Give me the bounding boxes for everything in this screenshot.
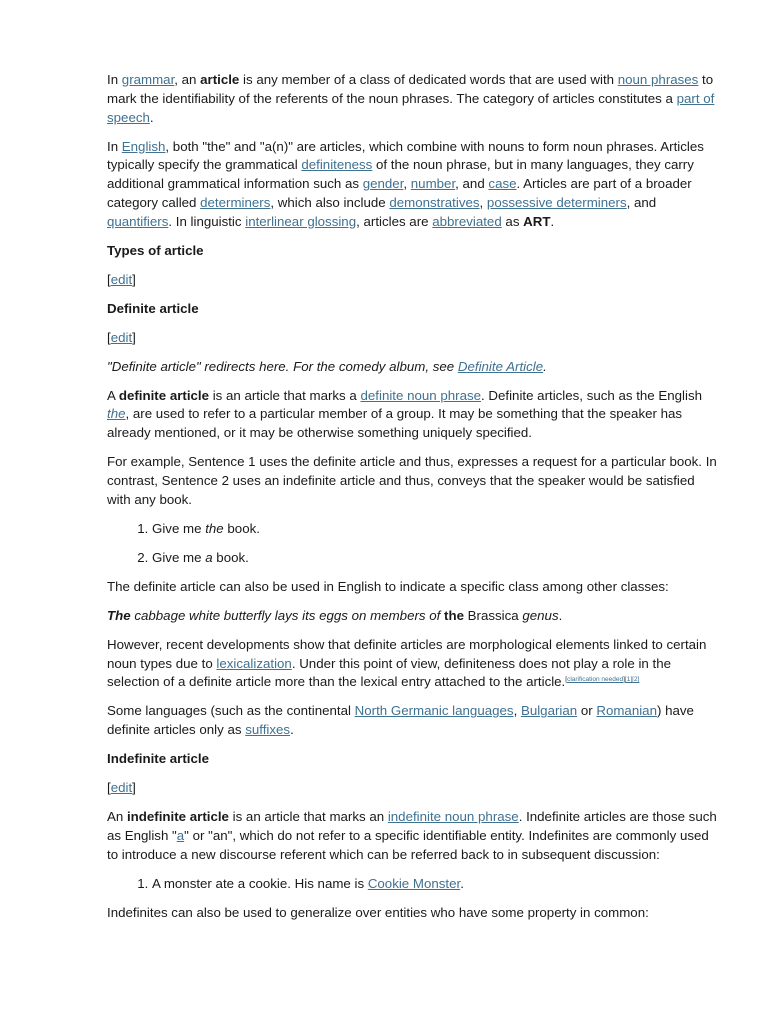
reference-link-1[interactable]: [1] [624, 676, 633, 684]
text: . [460, 875, 464, 891]
link-north-germanic-languages[interactable]: North Germanic languages [354, 703, 514, 719]
edit-link[interactable]: edit [110, 271, 133, 287]
text: However, recent developments show that definite articles are morphological elements linked to certain noun types due to [107, 636, 707, 671]
text: In [107, 72, 122, 87]
link-definite-article-album[interactable]: Definite Article [457, 358, 544, 374]
bold-article: article [200, 72, 240, 87]
link-possessive-determiners[interactable]: possessive determiners [486, 194, 627, 210]
link-determiners[interactable]: determiners [200, 194, 271, 210]
text: , which also include [270, 194, 390, 210]
text: , [479, 194, 487, 210]
definite-article-paragraph [107, 387, 719, 443]
bold-the: the [444, 607, 464, 623]
text: Some languages (such as the continental [107, 703, 355, 719]
heading-indefinite-article: Indefinite article [107, 751, 209, 767]
edit-link[interactable]: edit [110, 780, 133, 796]
article-body [107, 71, 719, 933]
link-definite-noun-phrase[interactable]: definite noun phrase [360, 387, 482, 403]
emphasis: a [205, 549, 213, 565]
text: , are used to refer to a particular member of a group. It may be something that the speaker has already mentioned, or it may be otherwise something uniquely specified. [107, 406, 683, 441]
text: " or "an", which do not refer to a specific identifiable entity. Indefinites are commonly used to introduce a new discourse referent which can be referred back to in subsequent discussion: [107, 827, 709, 862]
link-cookie-monster[interactable]: Cookie Monster [367, 875, 461, 891]
heading-definite-article: Definite article [107, 300, 199, 316]
text: . Definite articles, such as the English [481, 387, 702, 403]
text: is an article that marks an [228, 809, 388, 825]
text: . Articles are part of a broader category called [107, 176, 692, 210]
italic-genus: genus [522, 607, 559, 623]
text: A [107, 387, 119, 403]
english-paragraph [107, 138, 719, 232]
example-paragraph: For example, Sentence 1 uses the definite article and thus, expresses a request for a particular book. In contrast, Sentence 2 uses an indefinite article and thus, conveys that the speaker would be satisfied with any book. [107, 454, 717, 507]
link-gender[interactable]: gender [362, 176, 404, 192]
text: In [107, 138, 122, 154]
edit-section-indefinite [107, 779, 719, 798]
link-abbreviated[interactable]: abbreviated [432, 213, 502, 229]
bracket: [ [565, 676, 568, 684]
generalize-paragraph: Indefinites can also be used to generalize over entities who have some property in common: [107, 904, 649, 920]
bracket: [ [107, 329, 111, 345]
hatnote [107, 358, 719, 377]
intro-paragraph [107, 71, 719, 127]
list-item [152, 520, 719, 539]
link-bulgarian[interactable]: Bulgarian [520, 703, 578, 719]
emphasis: the [205, 520, 224, 536]
text: "Definite article" redirects here. For the comedy album, see [107, 358, 458, 374]
bold-indefinite-article: indefinite article [126, 809, 229, 825]
link-interlinear-glossing[interactable]: interlinear glossing [245, 213, 357, 229]
text: , [403, 176, 411, 192]
link-a[interactable]: a [176, 827, 185, 843]
text: . Under this point of view, definiteness does not play a role in the selection of a definite article more than the lexical entry attached to the article. [107, 655, 672, 690]
edit-section-types [107, 271, 719, 290]
link-case[interactable]: case [488, 176, 517, 192]
edit-section-definite [107, 329, 719, 348]
indefinite-article-paragraph [107, 808, 719, 864]
link-lexicalization[interactable]: lexicalization [216, 655, 292, 671]
text: Give me [152, 520, 206, 536]
link-demonstratives[interactable]: demonstratives [389, 194, 480, 210]
link-noun-phrases[interactable]: noun phrases [617, 72, 699, 87]
text: An [107, 809, 127, 825]
link-romanian[interactable]: Romanian [596, 703, 657, 719]
italic-text: cabbage white butterfly lays its eggs on members of [130, 607, 445, 623]
bracket: ] [623, 676, 625, 684]
text: , an [174, 72, 201, 87]
bracket: [ [107, 780, 111, 796]
text: . [149, 109, 154, 125]
bracket: ] [132, 271, 136, 287]
text: to mark the identifiability of the referents of the noun phrases. The category of articles constitutes a [107, 72, 714, 106]
indefinite-example-list [107, 875, 719, 894]
class-paragraph: The definite article can also be used in English to indicate a specific class among other classes: [107, 578, 669, 594]
text: or [577, 703, 597, 719]
bold-definite-article: definite article [118, 387, 209, 403]
bold-italic-the: The [107, 607, 131, 623]
link-quantifiers[interactable]: quantifiers [107, 213, 169, 229]
link-definiteness[interactable]: definiteness [301, 157, 373, 173]
reference-link-2[interactable]: [2] [632, 676, 640, 684]
text: book. [223, 520, 260, 536]
clarification-needed-link[interactable]: clarification needed [567, 676, 624, 684]
text: . [550, 213, 555, 229]
text: . [558, 607, 563, 623]
text: . [543, 358, 547, 374]
suffix-languages-paragraph [107, 702, 719, 740]
link-indefinite-noun-phrase[interactable]: indefinite noun phrase [387, 809, 519, 825]
link-english[interactable]: English [121, 138, 166, 154]
example-list [107, 520, 719, 568]
text: . In linguistic [168, 213, 246, 229]
butterfly-example [107, 607, 719, 626]
text: , and [626, 194, 657, 210]
heading-types-of-article: Types of article [107, 242, 204, 258]
link-the[interactable]: the [107, 406, 126, 422]
text: . [290, 722, 294, 738]
text: , and [455, 176, 489, 192]
bracket: [ [107, 271, 111, 287]
text: A monster ate a cookie. His name is [152, 875, 368, 891]
link-part-of-speech[interactable]: part of speech [107, 90, 715, 125]
link-suffixes[interactable]: suffixes [245, 722, 291, 738]
text: Give me [152, 549, 206, 565]
list-item [152, 875, 719, 894]
text: , both "the" and "a(n)" are articles, which combine with nouns to form noun phrases. Articles typically specify the grammatical [107, 138, 704, 173]
bracket: ] [132, 780, 136, 796]
text: , articles are [356, 213, 433, 229]
text: is any member of a class of dedicated words that are used with [239, 72, 618, 87]
text: ) have definite articles only as [107, 703, 694, 738]
bracket: ] [132, 329, 136, 345]
edit-link[interactable]: edit [110, 329, 133, 345]
bold-art: ART [523, 213, 551, 229]
link-grammar[interactable]: grammar [121, 72, 175, 87]
link-number[interactable]: number [410, 176, 456, 192]
footnote-superscript [565, 676, 639, 683]
text: , [513, 703, 521, 719]
lexicalization-paragraph [107, 636, 719, 692]
text: of the noun phrase, but in many languages, they carry additional grammatical information such as [107, 157, 694, 192]
text: . Indefinite articles are those such as English " [107, 809, 717, 843]
text: Brassica [463, 607, 523, 623]
text: as [501, 213, 524, 229]
text: book. [212, 549, 249, 565]
list-item [152, 549, 719, 568]
text: is an article that marks a [209, 387, 361, 403]
